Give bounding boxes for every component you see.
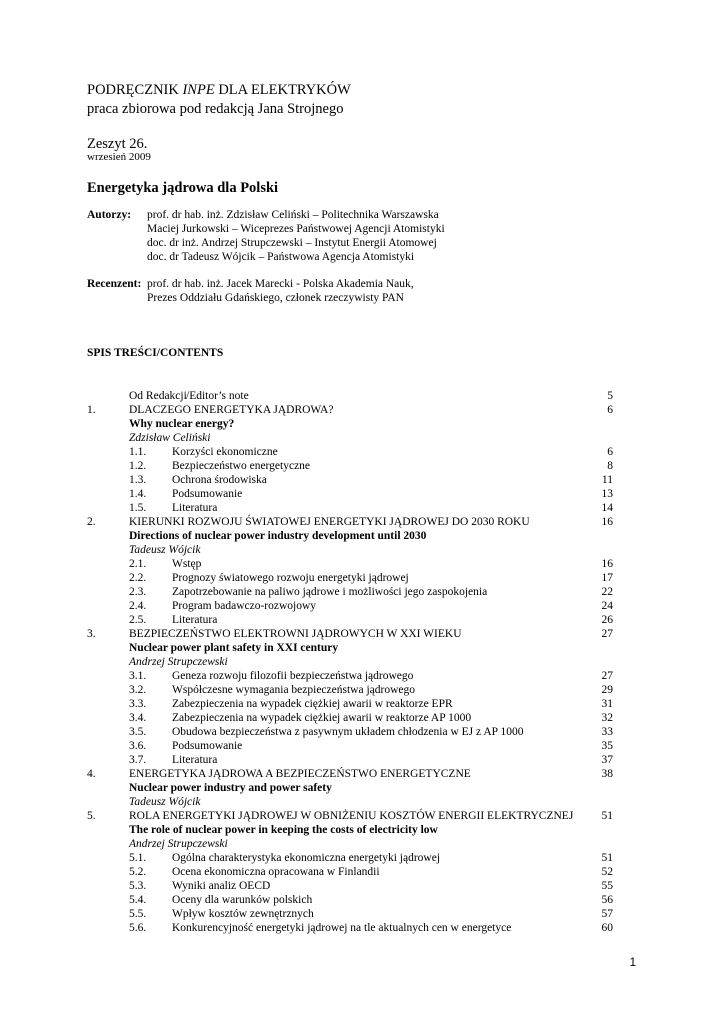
toc-section-title: Oceny dla warunków polskich [172, 894, 313, 906]
toc-page-number: 14 [601, 502, 613, 514]
toc-chapter-number: 3. [87, 628, 96, 640]
handbook-title-pre: PODRĘCZNIK [87, 82, 183, 98]
toc-section-title: Podsumowanie [172, 488, 243, 500]
toc-english-title: Nuclear power industry and power safety [129, 782, 332, 794]
toc-page-number: 27 [601, 628, 613, 640]
toc-sub-row[interactable] [0, 571, 724, 585]
toc-page-number: 6 [607, 404, 613, 416]
document-title: Energetyka jądrowa dla Polski [87, 180, 279, 196]
toc-en-row [0, 529, 724, 543]
toc-page-number: 60 [601, 922, 613, 934]
toc-english-title: The role of nuclear power in keeping the costs of electricity low [129, 824, 438, 836]
toc-entry-text-en: /Editor’s note [186, 390, 249, 402]
reviewer-line: Prezes Oddziału Gdańskiego, członek rzeczywisty PAN [147, 292, 404, 304]
toc-section-number: 5.4. [129, 894, 147, 906]
toc-page-number: 32 [601, 712, 613, 724]
toc-section-number: 1.5. [129, 502, 147, 514]
toc-page-number: 27 [601, 670, 613, 682]
toc-author-row [0, 837, 724, 851]
toc-page-number: 22 [601, 586, 613, 598]
toc-page-number: 26 [601, 614, 613, 626]
authors-label: Autorzy: [87, 209, 132, 221]
toc-section-title: Geneza rozwoju filozofii bezpieczeństwa jądrowego [172, 670, 414, 682]
toc-chapter-title: BEZPIECZEŃSTWO ELEKTROWNI JĄDROWYCH W XXI WIEKU [129, 628, 462, 640]
toc-entries [0, 403, 724, 935]
toc-section-number: 2.1. [129, 558, 147, 570]
toc-sub-row[interactable] [0, 921, 724, 935]
toc-page-number: 35 [601, 740, 613, 752]
toc-page-number: 29 [601, 684, 613, 696]
toc-section-title: Prognozy światowego rozwoju energetyki jądrowej [172, 572, 409, 584]
page-number: 1 [629, 957, 636, 969]
toc-sub-row[interactable] [0, 445, 724, 459]
toc-section-number: 1.1. [129, 446, 147, 458]
toc-section-title: Literatura [172, 502, 218, 514]
toc-section-title: Konkurencyjność energetyki jądrowej na tle aktualnych cen w energetyce [172, 922, 512, 934]
toc-section-number: 3.3. [129, 698, 147, 710]
toc-author-row [0, 431, 724, 445]
toc-chapter-row[interactable] [0, 627, 724, 641]
toc-section-number: 3.6. [129, 740, 147, 752]
toc-page-number: 24 [601, 600, 613, 612]
toc-sub-row[interactable] [0, 599, 724, 613]
toc-section-title: Program badawczo-rozwojowy [172, 600, 317, 612]
toc-section-number: 5.1. [129, 852, 147, 864]
toc-page-number: 37 [601, 754, 613, 766]
reviewer-label: Recenzent: [87, 278, 142, 290]
toc-sub-row[interactable] [0, 613, 724, 627]
toc-entry-text: Od Redakcji [129, 390, 187, 402]
toc-sub-row[interactable] [0, 501, 724, 515]
toc-sub-row[interactable] [0, 683, 724, 697]
toc-author-row [0, 543, 724, 557]
issue-number: Zeszyt 26. [87, 136, 148, 152]
toc-sub-row[interactable] [0, 893, 724, 907]
toc-section-number: 5.6. [129, 922, 147, 934]
toc-page-number: 5 [607, 390, 613, 402]
handbook-title [87, 82, 351, 99]
toc-section-title: Bezpieczeństwo energetyczne [172, 460, 311, 472]
author-line: doc. dr inż. Andrzej Strupczewski – Instytut Energii Atomowej [147, 237, 437, 249]
toc-sub-row[interactable] [0, 585, 724, 599]
toc-english-title: Nuclear power plant safety in XXI century [129, 642, 339, 654]
toc-chapter-number: 2. [87, 516, 96, 528]
toc-section-title: Korzyści ekonomiczne [172, 446, 278, 458]
toc-section-title: Ocena ekonomiczna opracowana w Finlandii [172, 866, 380, 878]
toc-section-number: 2.2. [129, 572, 147, 584]
toc-page-number: 57 [601, 908, 613, 920]
toc-section-title: Wyniki analiz OECD [172, 880, 271, 892]
toc-chapter-author: Andrzej Strupczewski [129, 838, 228, 850]
toc-chapter-author: Tadeusz Wójcik [129, 544, 201, 556]
author-line: Maciej Jurkowski – Wiceprezes Państwowej Agencji Atomistyki [147, 223, 445, 235]
toc-section-number: 2.5. [129, 614, 147, 626]
toc-section-title: Wstęp [172, 558, 202, 570]
table-of-contents [0, 389, 724, 935]
toc-author-row [0, 795, 724, 809]
toc-section-title: Ochrona środowiska [172, 474, 267, 486]
author-line: prof. dr hab. inż. Zdzisław Celiński – Politechnika Warszawska [147, 209, 439, 221]
toc-sub-row[interactable] [0, 879, 724, 893]
toc-section-title: Literatura [172, 614, 218, 626]
toc-section-number: 2.4. [129, 600, 147, 612]
toc-sub-row[interactable] [0, 907, 724, 921]
toc-section-title: Współczesne wymagania bezpieczeństwa jądrowego [172, 684, 415, 696]
handbook-title-italic: INPE [182, 82, 215, 98]
toc-sub-row[interactable] [0, 725, 724, 739]
toc-section-title: Literatura [172, 754, 218, 766]
issue-date: wrzesień 2009 [87, 151, 151, 163]
toc-sub-row[interactable] [0, 487, 724, 501]
toc-section-number: 5.3. [129, 880, 147, 892]
toc-author-row [0, 655, 724, 669]
toc-page-number: 38 [601, 768, 613, 780]
toc-section-number: 3.2. [129, 684, 147, 696]
toc-section-title: Podsumowanie [172, 740, 243, 752]
toc-section-number: 1.3. [129, 474, 147, 486]
toc-section-number: 3.1. [129, 670, 147, 682]
toc-section-number: 3.4. [129, 712, 147, 724]
toc-section-title: Wpływ kosztów zewnętrznych [172, 908, 314, 920]
toc-page-number: 16 [601, 516, 613, 528]
toc-english-title: Why nuclear energy? [129, 418, 235, 430]
toc-chapter-row[interactable] [0, 767, 724, 781]
toc-chapter-row[interactable] [0, 515, 724, 529]
toc-page-number: 51 [601, 810, 613, 822]
toc-section-number: 2.3. [129, 586, 147, 598]
toc-chapter-author: Tadeusz Wójcik [129, 796, 201, 808]
toc-page-number: 51 [601, 852, 613, 864]
toc-chapter-row[interactable] [0, 403, 724, 417]
toc-page-number: 13 [601, 488, 613, 500]
toc-sub-row[interactable] [0, 711, 724, 725]
author-line: doc. dr Tadeusz Wójcik – Państwowa Agencja Atomistyki [147, 251, 415, 263]
toc-section-number: 1.2. [129, 460, 147, 472]
reviewer-line: prof. dr hab. inż. Jacek Marecki - Polska Akademia Nauk, [147, 278, 414, 290]
toc-page-number: 16 [601, 558, 613, 570]
toc-section-title: Ogólna charakterystyka ekonomiczna energetyki jądrowej [172, 852, 441, 864]
toc-sub-row[interactable] [0, 851, 724, 865]
toc-section-title: Zabezpieczenia na wypadek ciężkiej awarii w reaktorze EPR [172, 698, 453, 710]
toc-en-row [0, 417, 724, 431]
toc-sub-row[interactable] [0, 753, 724, 767]
toc-en-row [0, 823, 724, 837]
toc-heading: SPIS TREŚCI/CONTENTS [87, 347, 224, 359]
toc-page-number: 31 [601, 698, 613, 710]
toc-page-number: 55 [601, 880, 613, 892]
toc-english-title: Directions of nuclear power industry development until 2030 [129, 530, 427, 542]
toc-chapter-author: Zdzisław Celiński [129, 432, 211, 444]
toc-chapter-title: DLACZEGO ENERGETYKA JĄDROWA? [129, 404, 334, 416]
editor-line: praca zbiorowa pod redakcją Jana Strojnego [87, 101, 344, 117]
toc-sub-row[interactable] [0, 739, 724, 753]
toc-section-title: Zapotrzebowanie na paliwo jądrowe i możliwości jego zaspokojenia [172, 586, 488, 598]
toc-chapter-author: Andrzej Strupczewski [129, 656, 228, 668]
toc-page-number: 11 [601, 474, 613, 486]
toc-chapter-title: ENERGETYKA JĄDROWA A BEZPIECZEŃSTWO ENERGETYCZNE [129, 768, 471, 780]
toc-page-number: 6 [607, 446, 613, 458]
toc-sub-row[interactable] [0, 473, 724, 487]
toc-sub-row[interactable] [0, 697, 724, 711]
toc-page-number: 8 [607, 460, 613, 472]
toc-section-title: Zabezpieczenia na wypadek ciężkiej awarii w reaktorze AP 1000 [172, 712, 472, 724]
toc-section-number: 3.7. [129, 754, 147, 766]
toc-section-title: Obudowa bezpieczeństwa z pasywnym układem chłodzenia w EJ z AP 1000 [172, 726, 524, 738]
toc-en-row [0, 641, 724, 655]
handbook-title-post: DLA ELEKTRYKÓW [214, 82, 351, 98]
toc-section-number: 5.5. [129, 908, 147, 920]
toc-chapter-title: ROLA ENERGETYKI JĄDROWEJ W OBNIŻENIU KOSZTÓW ENERGII ELEKTRYCZNEJ [129, 810, 574, 822]
toc-sub-row[interactable] [0, 669, 724, 683]
toc-editor-note[interactable] [0, 389, 724, 403]
toc-chapter-number: 5. [87, 810, 96, 822]
toc-section-number: 5.2. [129, 866, 147, 878]
toc-chapter-number: 1. [87, 404, 96, 416]
toc-section-number: 1.4. [129, 488, 147, 500]
toc-sub-row[interactable] [0, 865, 724, 879]
toc-section-number: 3.5. [129, 726, 147, 738]
toc-page-number: 56 [601, 894, 613, 906]
toc-chapter-title: KIERUNKI ROZWOJU ŚWIATOWEJ ENERGETYKI JĄDROWEJ DO 2030 ROKU [129, 516, 530, 528]
toc-sub-row[interactable] [0, 557, 724, 571]
toc-sub-row[interactable] [0, 459, 724, 473]
toc-page-number: 17 [601, 572, 613, 584]
toc-page-number: 52 [601, 866, 613, 878]
toc-chapter-number: 4. [87, 768, 96, 780]
toc-chapter-row[interactable] [0, 809, 724, 823]
toc-page-number: 33 [601, 726, 613, 738]
toc-en-row [0, 781, 724, 795]
